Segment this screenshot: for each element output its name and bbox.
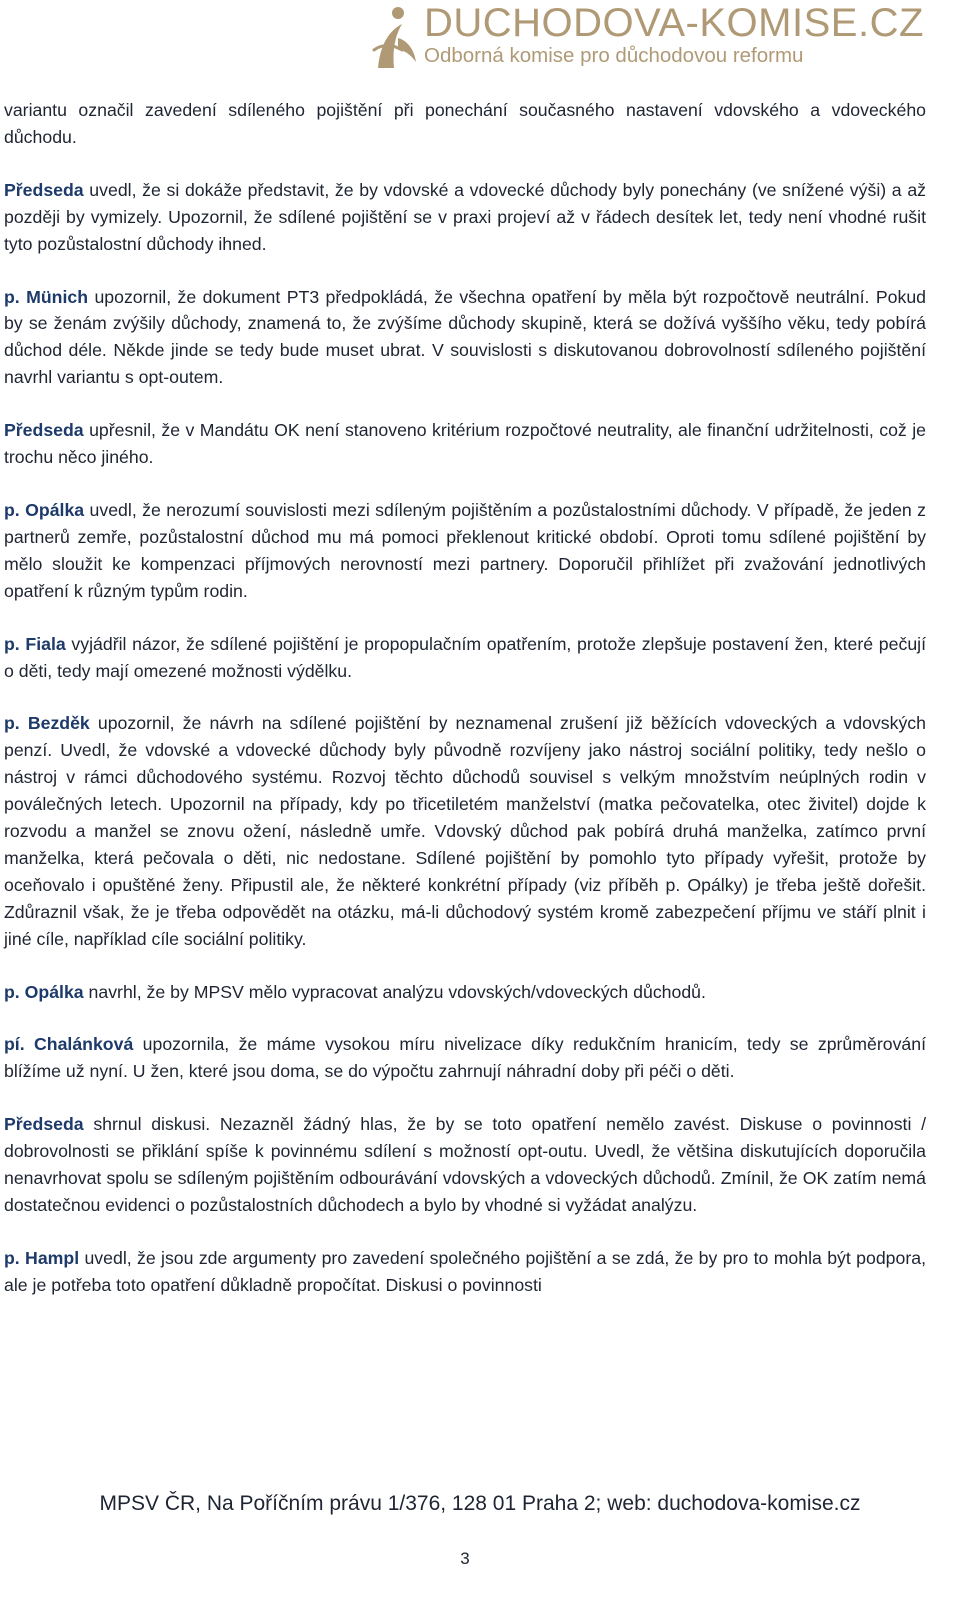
paragraph bbox=[4, 497, 926, 605]
speaker-name: p. Fiala bbox=[4, 633, 66, 654]
paragraph bbox=[4, 417, 926, 471]
speaker-name: pí. Chalánková bbox=[4, 1034, 134, 1055]
paragraph bbox=[4, 97, 926, 151]
paragraph-text: shrnul diskusi. Nezazněl žádný hlas, že by se toto opatření nemělo zavést. Diskuse o povinnosti / dobrovolnosti se přiklání spíše k povinnému sdílení s možností opt-outu. Uvedl, že většina diskutujících doporučila nenavrhovat spolu se sdíleným pojištěním odbourávání vdovských a vdoveckých důchodů. Zmínil, že OK zatím nemá dostatečnou evidenci o pozůstalostních důchodech a bylo by vhodné si vyžádat analýzu. bbox=[4, 1114, 926, 1215]
paragraph-text: upřesnil, že v Mandátu OK není stanoveno kritérium rozpočtové neutrality, ale finanční udržitelnosti, což je trochu něco jiného. bbox=[4, 420, 926, 468]
paragraph bbox=[4, 1245, 926, 1299]
speaker-name: p. Opálka bbox=[4, 499, 85, 520]
paragraph bbox=[4, 710, 926, 952]
speaker-name: p. Münich bbox=[4, 286, 89, 307]
paragraph bbox=[4, 631, 926, 685]
speaker-name: p. Opálka bbox=[4, 981, 84, 1002]
paragraph-text: uvedl, že jsou zde argumenty pro zavedení společného pojištění a se zdá, že by pro to mohla být podpora, ale je potřeba toto opatření důkladně propočítat. Diskusi o povinnosti bbox=[4, 1247, 926, 1295]
paragraph-text: uvedl, že nerozumí souvislosti mezi sdíleným pojištěním a pozůstalostními důchody. V případě, že jeden z partnerů zemře, pozůstalostní důchod mu má pomoci překlenout kritické období. Oproti tomu sdílené pojištění by mělo sloužit ke kompenzaci příjmových nerovností mezi partnery. Doporučil přihlížet při zvažování jednotlivých opatření k různým typům rodin. bbox=[4, 499, 926, 601]
speaker-name: Předseda bbox=[4, 1114, 84, 1135]
paragraph bbox=[4, 1031, 926, 1085]
paragraph-text: upozornila, že máme vysokou míru nivelizace díky redukčním hranicím, tedy se zprůměrování blížíme už nyní. U žen, které jsou doma, se do výpočtu zahrnují náhradní doby při péči o děti. bbox=[4, 1034, 926, 1082]
speaker-name: Předseda bbox=[4, 420, 84, 441]
speaker-name: Předseda bbox=[4, 179, 84, 200]
paragraph-text: upozornil, že dokument PT3 předpokládá, že všechna opatření by měla být rozpočtově neutrální. Pokud by se ženám zvýšily důchody, znamená to, že zvýšíme důchody skupině, která se dožívá vyššího věku, tedy pobírá důchod déle. Někde jinde se tedy bude muset ubrat. V souvislosti s diskutovanou dobrovolností sdíleného pojištění navrhl variantu s opt-outem. bbox=[4, 286, 926, 388]
page-header bbox=[0, 0, 960, 80]
speaker-name: p. Hampl bbox=[4, 1247, 80, 1268]
page-number: 3 bbox=[460, 1549, 470, 1568]
paragraph-text: navrhl, že by MPSV mělo vypracovat analýzu vdovských/vdoveckých důchodů. bbox=[83, 981, 706, 1002]
paragraph bbox=[4, 979, 926, 1006]
paragraph-text: vyjádřil názor, že sdílené pojištění je propopulačním opatřením, protože zlepšuje postavení žen, které pečují o děti, tedy mají omezené možnosti výdělku. bbox=[4, 633, 926, 681]
paragraph-text: upozornil, že návrh na sdílené pojištění by neznamenal zrušení již běžících vdoveckých a vdovských penzí. Uvedl, že vdovské a vdovecké důchody byly původně rozvíjeny jako nástroj sociální politiky, tedy nešlo o nástroj v rámci důchodového systému. Rozvoj těchto důchodů souvisel s velkým množstvím neúplných rodin v poválečných letech. Upozornil na případy, kdy po třicetiletém manželství (matka pečovatelka, otec živitel) dojde k rozvodu a manžel se znovu ožení, následně umře. Vdovský důchod pak pobírá druhá manželka, zatímco první manželka, která pečovala o děti, nic nedostane. Sdílené pojištění by pomohlo tyto případy vyřešit, protože by oceňovalo i opuštěné ženy. Připustil ale, že některé konkrétní případy (viz příběh p. Opálky) je třeba ještě dořešit. Zdůraznil však, že je třeba odpovědět na otázku, má-li důchodový systém kromě zabezpečení příjmu ve stáří plnit i jiné cíle, například cíle sociální politiky. bbox=[4, 713, 926, 949]
paragraph bbox=[4, 1111, 926, 1219]
logo-title: DUCHODOVA-KOMISE.CZ bbox=[424, 1, 924, 45]
paragraph-text: uvedl, že si dokáže představit, že by vdovské a vdovecké důchody byly ponechány (ve snížené výši) a až později by vymizely. Upozornil, že sdílené pojištění se v praxi projeví až v řádech desítek let, tedy není vhodné rušit tyto pozůstalostní důchody ihned. bbox=[4, 179, 926, 254]
logo-subtitle: Odborná komise pro důchodovou reformu bbox=[424, 44, 804, 67]
paragraph-text: variantu označil zavedení sdíleného pojištění při ponechání současného nastavení vdovského a vdoveckého důchodu. bbox=[4, 100, 926, 147]
logo-icon bbox=[372, 4, 418, 70]
document-body bbox=[4, 97, 926, 1325]
paragraph bbox=[4, 177, 926, 258]
speaker-name: p. Bezděk bbox=[4, 713, 90, 734]
footer-address: MPSV ČR, Na Poříčním právu 1/376, 128 01 Praha 2; web: duchodova-komise.cz bbox=[99, 1492, 861, 1515]
paragraph bbox=[4, 284, 926, 392]
